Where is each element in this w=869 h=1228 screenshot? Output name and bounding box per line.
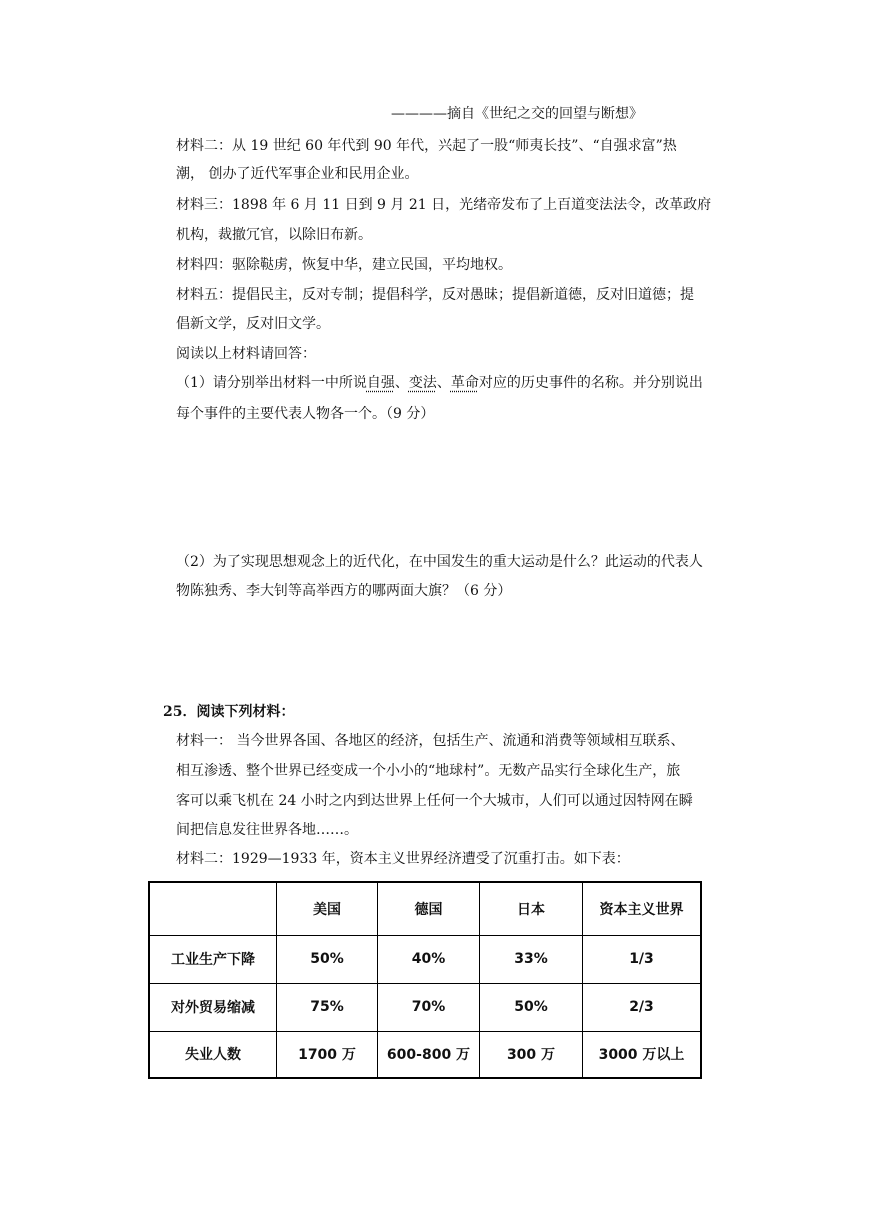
table-cell: 1/3 — [583, 935, 702, 983]
question25-heading: 25．阅读下列材料： — [163, 704, 295, 720]
question2-line2: 物陈独秀、李大钊等高举西方的哪两面大旗？（6 分） — [176, 583, 512, 599]
table-cell: 40% — [378, 935, 480, 983]
table-row — [149, 983, 701, 1031]
row-label: 对外贸易缩减 — [149, 983, 277, 1031]
table-cell: 3000 万以上 — [583, 1031, 702, 1078]
q25-material1-line2: 相互渗透、整个世界已经变成一个小小的“地球村”。无数产品实行全球化生产，旅 — [176, 763, 681, 779]
table-cell: 70% — [378, 983, 480, 1031]
table-cell: 2/3 — [583, 983, 702, 1031]
depression-data-table — [148, 881, 702, 1079]
question1-sep1: 、 — [394, 375, 409, 391]
question1-sep2: 、 — [436, 375, 451, 391]
material5-line2: 倡新文学，反对旧文学。 — [176, 316, 330, 332]
emphasis-bianfa: 变法 — [408, 375, 437, 391]
material3-line2: 机构，裁撤冗官，以除旧布新。 — [176, 227, 372, 243]
table-row — [149, 935, 701, 983]
emphasis-geming: 革命 — [450, 375, 479, 391]
question1-line1 — [176, 373, 703, 393]
emphasis-ziqiang: 自强 — [366, 375, 395, 391]
table-cell: 50% — [277, 935, 378, 983]
table-header-germany: 德国 — [378, 882, 480, 935]
reading-instruction: 阅读以上材料请回答： — [176, 346, 316, 362]
q25-material1-line4: 间把信息发往世界各地……。 — [176, 822, 358, 838]
q25-material2: 材料二：1929—1933 年，资本主义世界经济遭受了沉重打击。如下表： — [176, 851, 630, 867]
table-cell: 50% — [480, 983, 583, 1031]
table-header-empty — [149, 882, 277, 935]
source-attribution: ————摘自《世纪之交的回望与断想》 — [391, 106, 643, 122]
row-label: 工业生产下降 — [149, 935, 277, 983]
q25-material1-line1: 材料一： 当今世界各国、各地区的经济，包括生产、流通和消费等领域相互联系、 — [176, 733, 685, 749]
material2-line2: 潮， 创办了近代军事企业和民用企业。 — [176, 166, 419, 182]
table-cell: 1700 万 — [277, 1031, 378, 1078]
q25-material1-line3: 客可以乘飞机在 24 小时之内到达世界上任何一个大城市，人们可以通过因特网在瞬 — [176, 793, 693, 809]
table-row — [149, 1031, 701, 1078]
table-cell: 600-800 万 — [378, 1031, 480, 1078]
table-cell: 33% — [480, 935, 583, 983]
material4: 材料四：驱除鞑虏，恢复中华，建立民国，平均地权。 — [176, 257, 512, 273]
question1-post: 对应的历史事件的名称。并分别说出 — [478, 375, 703, 391]
table-header-row — [149, 882, 701, 935]
question2-line1: （2）为了实现思想观念上的近代化，在中国发生的重大运动是什么？此运动的代表人 — [176, 554, 703, 570]
table-cell: 300 万 — [480, 1031, 583, 1078]
material5-line1: 材料五：提倡民主，反对专制；提倡科学，反对愚昧；提倡新道德，反对旧道德；提 — [176, 287, 694, 303]
row-label: 失业人数 — [149, 1031, 277, 1078]
table-header-japan: 日本 — [480, 882, 583, 935]
table-cell: 75% — [277, 983, 378, 1031]
material2-line1: 材料二：从 19 世纪 60 年代到 90 年代，兴起了一股“师夷长技”、“自强求富”热 — [176, 138, 677, 154]
material3-line1: 材料三：1898 年 6 月 11 日到 9 月 21 日，光绪帝发布了上百道变法法令，改革政府 — [176, 197, 712, 213]
question1-pre: （1）请分别举出材料一中所说 — [176, 375, 367, 391]
table-header-usa: 美国 — [277, 882, 378, 935]
question1-line2: 每个事件的主要代表人物各一个。（9 分） — [176, 406, 435, 422]
table-header-capitalist-world: 资本主义世界 — [583, 882, 702, 935]
